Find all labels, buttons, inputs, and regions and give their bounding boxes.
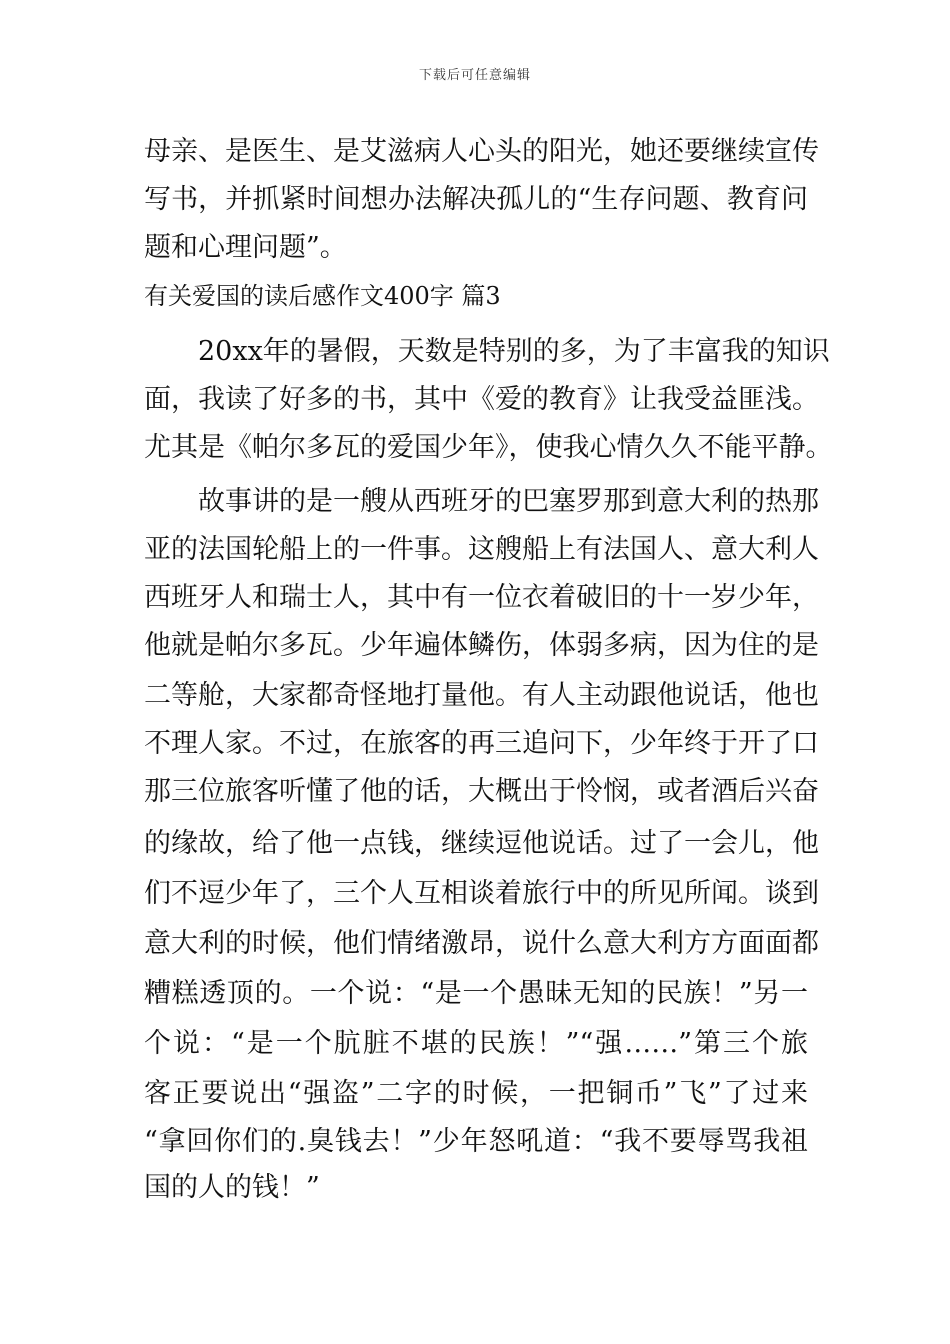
text-line: 国的人的钱！” <box>144 1172 320 1203</box>
text-line: 客正要说出“强盗”二字的时候，一把铜币”飞”了过来 <box>144 1078 808 1109</box>
text-line: 他就是帕尔多瓦。少年遍体鳞伤，体弱多病，因为住的是 <box>144 630 819 661</box>
text-line: 糟糕透顶的。一个说：“是一个愚昧无知的民族！”另一 <box>144 978 808 1009</box>
text-line: 尤其是《帕尔多瓦的爱国少年》，使我心情久久不能平静。 <box>144 432 833 463</box>
text-line: 们不逗少年了，三个人互相谈着旅行中的所见所闻。谈到 <box>144 878 819 909</box>
text-line: 故事讲的是一艘从西班牙的巴塞罗那到意大利的热那 <box>198 486 819 517</box>
text-line: 亚的法国轮船上的一件事。这艘船上有法国人、意大利人 <box>144 534 819 565</box>
text-line: 母亲、是医生、是艾滋病人心头的阳光，她还要继续宣传 <box>144 136 819 167</box>
text-line: 二等舱，大家都奇怪地打量他。有人主动跟他说话，他也 <box>144 680 819 711</box>
text-line: 题和心理问题”。 <box>144 232 347 263</box>
text-line: 意大利的时候，他们情绪激昂，说什么意大利方方面面都 <box>144 928 819 959</box>
text-line: 20xx年的暑假，天数是特别的多，为了丰富我的知识 <box>198 336 830 367</box>
text-line: 那三位旅客听懂了他的话，大概出于怜悯，或者酒后兴奋 <box>144 776 819 807</box>
text-line: “拿回你们的.臭钱去！”少年怒吼道：“我不要辱骂我祖 <box>144 1126 808 1157</box>
text-line: 个说：“是一个肮脏不堪的民族！”“强……”第三个旅 <box>144 1028 808 1059</box>
text-line: 不理人家。不过，在旅客的再三追问下，少年终于开了口 <box>144 728 819 759</box>
text-line: 的缘故，给了他一点钱，继续逗他说话。过了一会儿，他 <box>144 828 819 859</box>
page-header-note: 下载后可任意编辑 <box>418 68 531 83</box>
text-line: 西班牙人和瑞士人，其中有一位衣着破旧的十一岁少年， <box>144 582 819 613</box>
text-line: 面，我读了好多的书，其中《爱的教育》让我受益匪浅。 <box>144 384 819 415</box>
section-heading: 有关爱国的读后感作文400字 篇3 <box>144 282 501 310</box>
text-line: 写书，并抓紧时间想办法解决孤儿的“生存问题、教育问 <box>144 184 808 215</box>
